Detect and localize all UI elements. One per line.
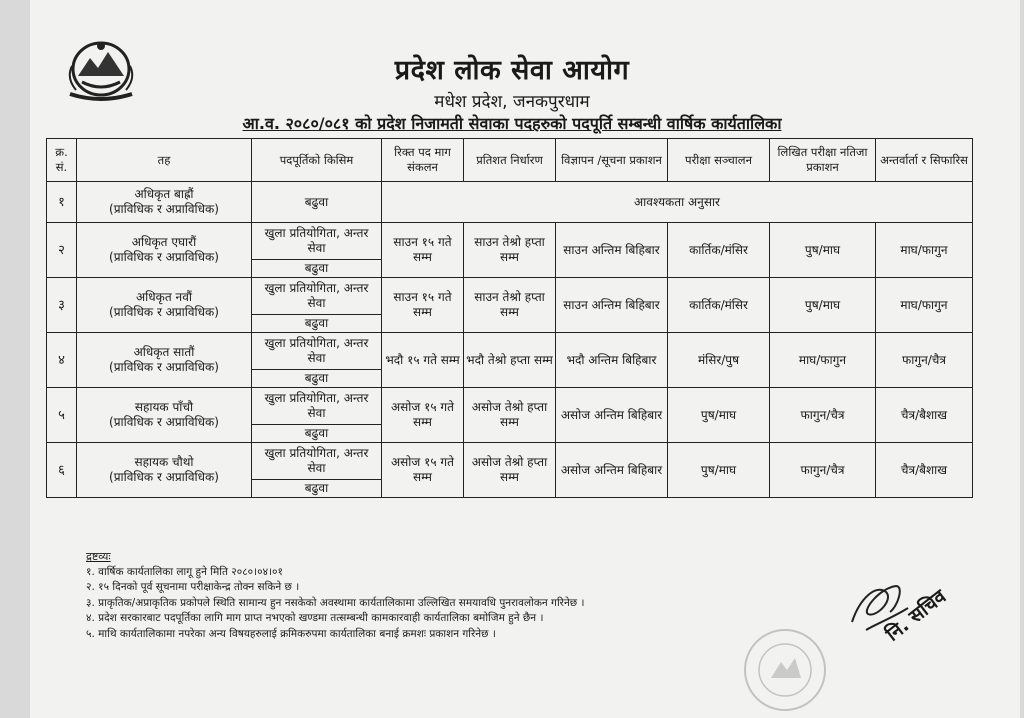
- col-header-sn: क्र. सं.: [47, 139, 77, 182]
- table-row: [47, 443, 973, 480]
- row-notice: असोज अन्तिम बिहिबार: [556, 388, 668, 443]
- row-notice: भदौ अन्तिम बिहिबार: [556, 333, 668, 388]
- table-row: [47, 278, 973, 315]
- col-header-result: लिखित परीक्षा नतिजा प्रकाशन: [770, 139, 876, 182]
- row-exam: पुष/माघ: [668, 443, 770, 498]
- row-notice: साउन अन्तिम बिहिबार: [556, 223, 668, 278]
- row-level: [77, 333, 252, 388]
- row-type-open: खुला प्रतियोगिता, अन्तर सेवा: [252, 333, 382, 370]
- level-name: अधिकृत एघारौं: [131, 235, 197, 249]
- row-type-promotion: बढुवा: [252, 260, 382, 278]
- row-percent: असोज तेश्रो हप्ता सम्म: [464, 388, 556, 443]
- row-result: फागुन/चैत्र: [770, 388, 876, 443]
- note-item: २. १५ दिनको पूर्व सूचनामा परीक्षाकेन्द्र तोक्न सकिने छ ।: [86, 581, 300, 593]
- row-notice: असोज अन्तिम बिहिबार: [556, 443, 668, 498]
- col-header-notice: विज्ञापन /सूचना प्रकाशन: [556, 139, 668, 182]
- col-header-level: तह: [77, 139, 252, 182]
- row-result: पुष/माघ: [770, 278, 876, 333]
- table-row: [47, 333, 973, 370]
- row-note: आवश्यकता अनुसार: [382, 182, 973, 223]
- note-item: १. वार्षिक कार्यतालिका लागू हुने मिति २०८०।०४।०१: [86, 565, 283, 578]
- level-category: (प्राविधिक र अप्राविधिक): [109, 360, 219, 374]
- row-type-promotion: बढुवा: [252, 425, 382, 443]
- schedule-table: [46, 138, 973, 498]
- col-header-demand: रिक्त पद माग संकलन: [382, 139, 464, 182]
- table-row: [47, 388, 973, 425]
- row-level: [77, 443, 252, 498]
- level-name: अधिकृत सातौं: [133, 345, 195, 359]
- row-interview: चैत्र/बैशाख: [876, 443, 973, 498]
- level-name: अधिकृत बाह्रौं: [134, 187, 194, 201]
- row-percent: असोज तेश्रो हप्ता सम्म: [464, 443, 556, 498]
- row-serial: ६: [47, 443, 77, 498]
- row-interview: माघ/फागुन: [876, 223, 973, 278]
- table-header-row: [47, 139, 973, 182]
- row-type-open: खुला प्रतियोगिता, अन्तर सेवा: [252, 443, 382, 480]
- row-percent: साउन तेश्रो हप्ता सम्म: [464, 278, 556, 333]
- row-demand: भदौ १५ गते सम्म: [382, 333, 464, 388]
- row-serial: २: [47, 223, 77, 278]
- organization-location: मधेश प्रदेश, जनकपुरधाम: [434, 92, 590, 112]
- row-demand: साउन १५ गते सम्म: [382, 278, 464, 333]
- row-type-promotion: बढुवा: [252, 315, 382, 333]
- row-serial: ३: [47, 278, 77, 333]
- level-category: (प्राविधिक र अप्राविधिक): [109, 202, 219, 216]
- row-demand: असोज १५ गते सम्म: [382, 388, 464, 443]
- row-interview: फागुन/चैत्र: [876, 333, 973, 388]
- level-category: (प्राविधिक र अप्राविधिक): [109, 250, 219, 264]
- level-name: अधिकृत नवौं: [136, 290, 192, 304]
- notes-heading: द्रष्टव्यः: [86, 550, 111, 563]
- level-name: सहायक पाँचौ: [134, 400, 194, 414]
- row-result: माघ/फागुन: [770, 333, 876, 388]
- note-item: ३. प्राकृतिक/अप्राकृतिक प्रकोपले स्थिति सामान्य हुन नसकेको अवस्थामा कार्यतालिकामा उल्लिखित समयावधि पुनरावलोकन गरिनेछ ।: [86, 596, 585, 609]
- row-serial: ४: [47, 333, 77, 388]
- table-row: [47, 182, 973, 223]
- col-header-type: पदपूर्तिको किसिम: [252, 139, 382, 182]
- signatory-designation: नि. सचिव: [881, 585, 951, 646]
- row-percent: भदौ तेश्रो हप्ता सम्म: [464, 333, 556, 388]
- row-serial: १: [47, 182, 77, 223]
- note-item: ५. माथि कार्यतालिकामा नपरेका अन्य विषयहरुलाई क्रमिकरुपमा कार्यतालिका बनाई क्रमशः प्रकाशन गरिनेछ ।: [86, 627, 496, 640]
- row-serial: ५: [47, 388, 77, 443]
- row-demand: साउन १५ गते सम्म: [382, 223, 464, 278]
- row-type-promotion: बढुवा: [252, 370, 382, 388]
- row-type-open: खुला प्रतियोगिता, अन्तर सेवा: [252, 223, 382, 260]
- row-exam: पुष/माघ: [668, 388, 770, 443]
- level-category: (प्राविधिक र अप्राविधिक): [109, 305, 219, 319]
- row-demand: असोज १५ गते सम्म: [382, 443, 464, 498]
- row-exam: कार्तिक/मंसिर: [668, 223, 770, 278]
- level-category: (प्राविधिक र अप्राविधिक): [109, 470, 219, 484]
- row-interview: माघ/फागुन: [876, 278, 973, 333]
- row-notice: साउन अन्तिम बिहिबार: [556, 278, 668, 333]
- notes-section: [86, 549, 806, 642]
- row-level: [77, 278, 252, 333]
- row-type-open: खुला प्रतियोगिता, अन्तर सेवा: [252, 278, 382, 315]
- row-type-open: खुला प्रतियोगिता, अन्तर सेवा: [252, 388, 382, 425]
- row-result: पुष/माघ: [770, 223, 876, 278]
- col-header-exam: परीक्षा सञ्चालन: [668, 139, 770, 182]
- row-type-promotion: बढुवा: [252, 182, 382, 223]
- level-category: (प्राविधिक र अप्राविधिक): [109, 415, 219, 429]
- row-level: [77, 388, 252, 443]
- row-level: [77, 182, 252, 223]
- row-result: फागुन/चैत्र: [770, 443, 876, 498]
- office-stamp-icon: [735, 620, 835, 718]
- organization-name: प्रदेश लोक सेवा आयोग: [394, 55, 630, 86]
- table-row: [47, 223, 973, 260]
- note-item: ४. प्रदेश सरकारबाट पदपूर्तिका लागि माग प्राप्त नभएको खण्डमा तत्सम्बन्धी कामकारवाही कार्यतालिका बमोजिम हुने छैन ।: [86, 612, 544, 624]
- level-name: सहायक चौथो: [134, 455, 194, 469]
- row-exam: मंसिर/पुष: [668, 333, 770, 388]
- row-level: [77, 223, 252, 278]
- document-title: आ.व. २०८०/०८१ को प्रदेश निजामती सेवाका पदहरुको पदपूर्ति सम्बन्धी वार्षिक कार्यतालिका: [242, 114, 782, 133]
- row-type-promotion: बढुवा: [252, 480, 382, 498]
- row-percent: साउन तेश्रो हप्ता सम्म: [464, 223, 556, 278]
- row-exam: कार्तिक/मंसिर: [668, 278, 770, 333]
- col-header-percent: प्रतिशत निर्धारण: [464, 139, 556, 182]
- col-header-interview: अन्तर्वार्ता र सिफारिस: [876, 139, 973, 182]
- row-interview: चैत्र/बैशाख: [876, 388, 973, 443]
